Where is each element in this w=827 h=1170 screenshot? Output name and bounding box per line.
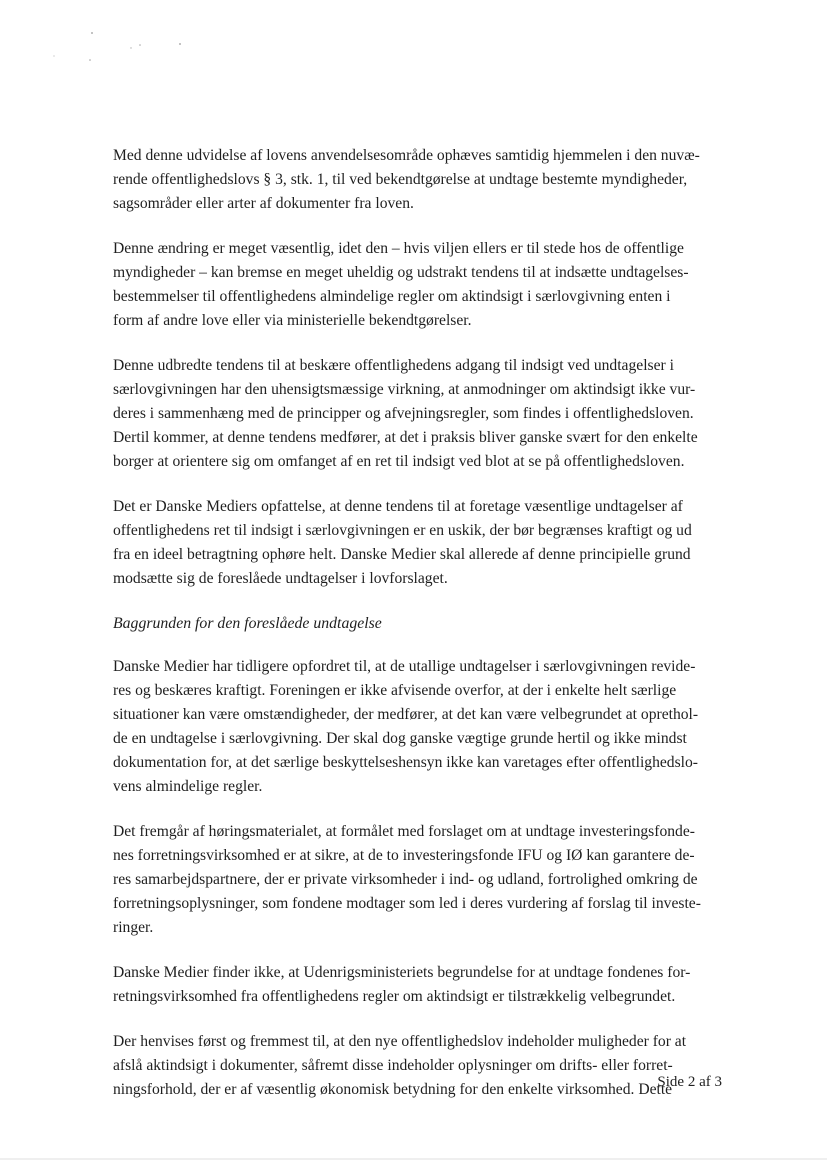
text-line: Dertil kommer, at denne tendens medfører, at det i praksis bliver ganske svært for den enkelte xyxy=(113,429,698,446)
text-line: rende offentlighedslovs § 3, stk. 1, til ved bekendtgørelse at undtage bestemte myndigheder, xyxy=(113,171,688,188)
paragraph-5 xyxy=(113,655,723,799)
text-line: dokumentation for, at det særlige beskyttelseshensyn ikke kan varetages efter offentlighedslo- xyxy=(113,754,698,771)
paragraph-2 xyxy=(113,237,723,333)
text-line: retningsvirksomhed fra offentlighedens regler om aktindsigt er tilstrækkelig velbegrundet. xyxy=(113,988,676,1005)
text-line: bestemmelser til offentlighedens almindelige regler om aktindsigt i særlovgivning enten i xyxy=(113,288,671,305)
text-line: deres i sammenhæng med de principper og afvejningsregler, som findes i offentlighedsloven. xyxy=(113,405,694,422)
text-line: res samarbejdspartnere, der er private virksomheder i ind- og udland, fortrolighed omkring de xyxy=(113,871,698,888)
scan-specks xyxy=(30,25,200,70)
text-line: Det fremgår af høringsmaterialet, at formålet med forslaget om at undtage investeringsfonde- xyxy=(113,823,695,840)
text-line: myndigheder – kan bremse en meget uheldig og udstrakt tendens til at indsætte undtagelses- xyxy=(113,264,689,281)
text-line: Der henvises først og fremmest til, at den nye offentlighedslov indeholder muligheder for at xyxy=(113,1033,687,1050)
text-line: offentlighedens ret til indsigt i særlovgivningen er en uskik, der bør begrænses kraftigt og ud xyxy=(113,522,692,539)
scan-bottom-edge xyxy=(0,1158,827,1160)
text-line: forretningsoplysninger, som fondene modtager som led i deres vurdering af forslag til investe- xyxy=(113,895,701,912)
section-heading: Baggrunden for den foreslåede undtagelse xyxy=(113,615,382,632)
text-line: Denne ændring er meget væsentlig, idet den – hvis viljen ellers er til stede hos de offentlige xyxy=(113,240,684,257)
text-line: nes forretningsvirksomhed er at sikre, at de to investeringsfonde IFU og IØ kan garantere de- xyxy=(113,847,695,864)
text-line: ningsforhold, der er af væsentlig økonomisk betydning for den enkelte virksomhed. Dette xyxy=(113,1081,673,1098)
paragraph-8 xyxy=(113,1030,723,1102)
text-line: de en undtagelse i særlovgivning. Der skal dog ganske vægtige grunde hertil og ikke mindst xyxy=(113,730,687,747)
text-line: modsætte sig de foreslåede undtagelser i lovforslaget. xyxy=(113,570,448,587)
text-line: sagsområder eller arter af dokumenter fra loven. xyxy=(113,195,414,212)
text-line: Med denne udvidelse af lovens anvendelsesområde ophæves samtidig hjemmelen i den nuvæ- xyxy=(113,147,700,164)
text-line: Denne udbredte tendens til at beskære offentlighedens adgang til indsigt ved undtagelser i xyxy=(113,357,674,374)
paragraph-4 xyxy=(113,495,723,591)
text-line: Danske Medier finder ikke, at Udenrigsministeriets begrundelse for at undtage fondenes for- xyxy=(113,964,691,981)
text-line: Det er Danske Mediers opfattelse, at denne tendens til at foretage væsentlige undtagelser af xyxy=(113,498,683,515)
text-line: særlovgivningen har den uhensigtsmæssige virkning, at anmodninger om aktindsigt ikke vur- xyxy=(113,381,696,398)
paragraph-3 xyxy=(113,354,723,474)
text-line: fra en ideel betragtning ophøre helt. Danske Medier skal allerede af denne principielle grund xyxy=(113,546,691,563)
body-text xyxy=(113,144,723,1123)
text-line: res og beskæres kraftigt. Foreningen er ikke afvisende overfor, at der i enkelte helt særlige xyxy=(113,682,677,699)
text-line: ringer. xyxy=(113,919,154,936)
paragraph-7 xyxy=(113,961,723,1009)
text-line: Danske Medier har tidligere opfordret til, at de utallige undtagelser i særlovgivningen revide- xyxy=(113,658,696,675)
paragraph-6 xyxy=(113,820,723,940)
text-line: borger at orientere sig om omfanget af en ret til indsigt ved blot at se på offentlighedsloven. xyxy=(113,453,685,470)
text-line: situationer kan være omstændigheder, der medfører, at det kan være velbegrundet at oprethol- xyxy=(113,706,699,723)
text-line: form af andre love eller via ministerielle bekendtgørelser. xyxy=(113,312,472,329)
text-line: afslå aktindsigt i dokumenter, såfremt disse indeholder oplysninger om drifts- eller forret- xyxy=(113,1057,673,1074)
paragraph-1 xyxy=(113,144,723,216)
text-line: vens almindelige regler. xyxy=(113,778,263,795)
page-number: Side 2 af 3 xyxy=(657,1074,722,1090)
